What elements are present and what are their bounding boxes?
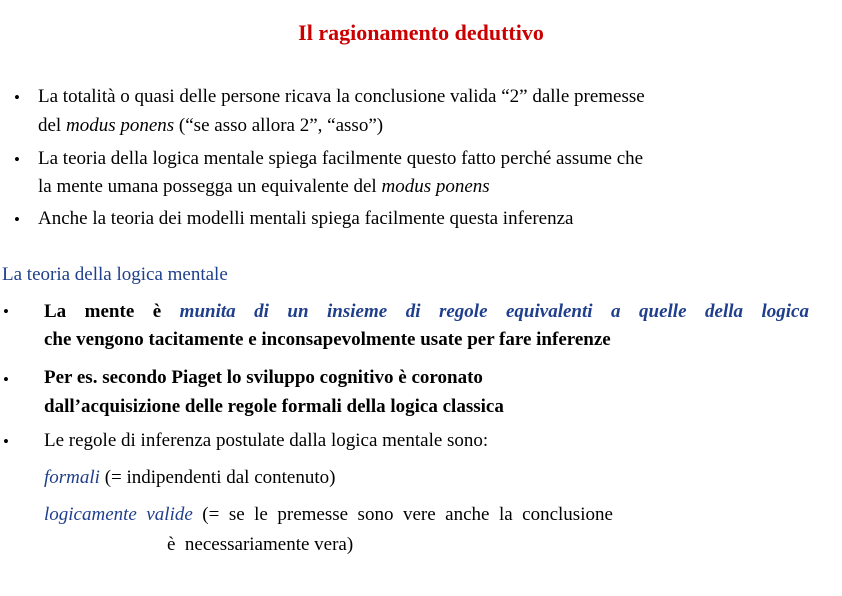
list-item-continuation: che vengono tacitamente e inconsapevolmente usate per fare inferenze [44,329,611,350]
list-item: La mente è munita di un insieme di regole equivalenti a quelle della logica [44,301,809,322]
list-item: Le regole di inferenza postulate dalla logica mentale sono: [44,430,489,451]
bullet-marker: • [3,370,9,389]
bullet-marker: • [14,210,20,229]
list-item: Anche la teoria dei modelli mentali spiega facilmente questa inferenza [38,208,574,229]
page-title: Il ragionamento deduttivo [298,20,544,45]
rule-logicamente-valide: logicamente valide (= se le premesse sono vere anche la conclusione [44,504,613,525]
rule-formali: formali (= indipendenti dal contenuto) [44,467,336,488]
bullet-marker: • [3,432,9,451]
list-item: Per es. secondo Piaget lo sviluppo cognitivo è coronato [44,367,483,388]
list-item: La totalità o quasi delle persone ricava la conclusione valida “2” dalle premesse [38,86,645,107]
list-item: La teoria della logica mentale spiega facilmente questo fatto perché assume che [38,148,644,169]
list-item-continuation: dall’acquisizione delle regole formali della logica classica [44,396,504,417]
bullet-marker: • [3,302,9,321]
list-item-continuation: del modus ponens (“se asso allora 2”, “asso”) [38,115,384,136]
list-item-continuation: la mente umana possegga un equivalente del modus ponens [38,176,490,197]
bullet-marker: • [14,150,20,169]
section-heading: La teoria della logica mentale [2,264,228,285]
rule-logicamente-valide-continuation: è necessariamente vera) [167,534,354,555]
bullet-marker: • [14,88,20,107]
